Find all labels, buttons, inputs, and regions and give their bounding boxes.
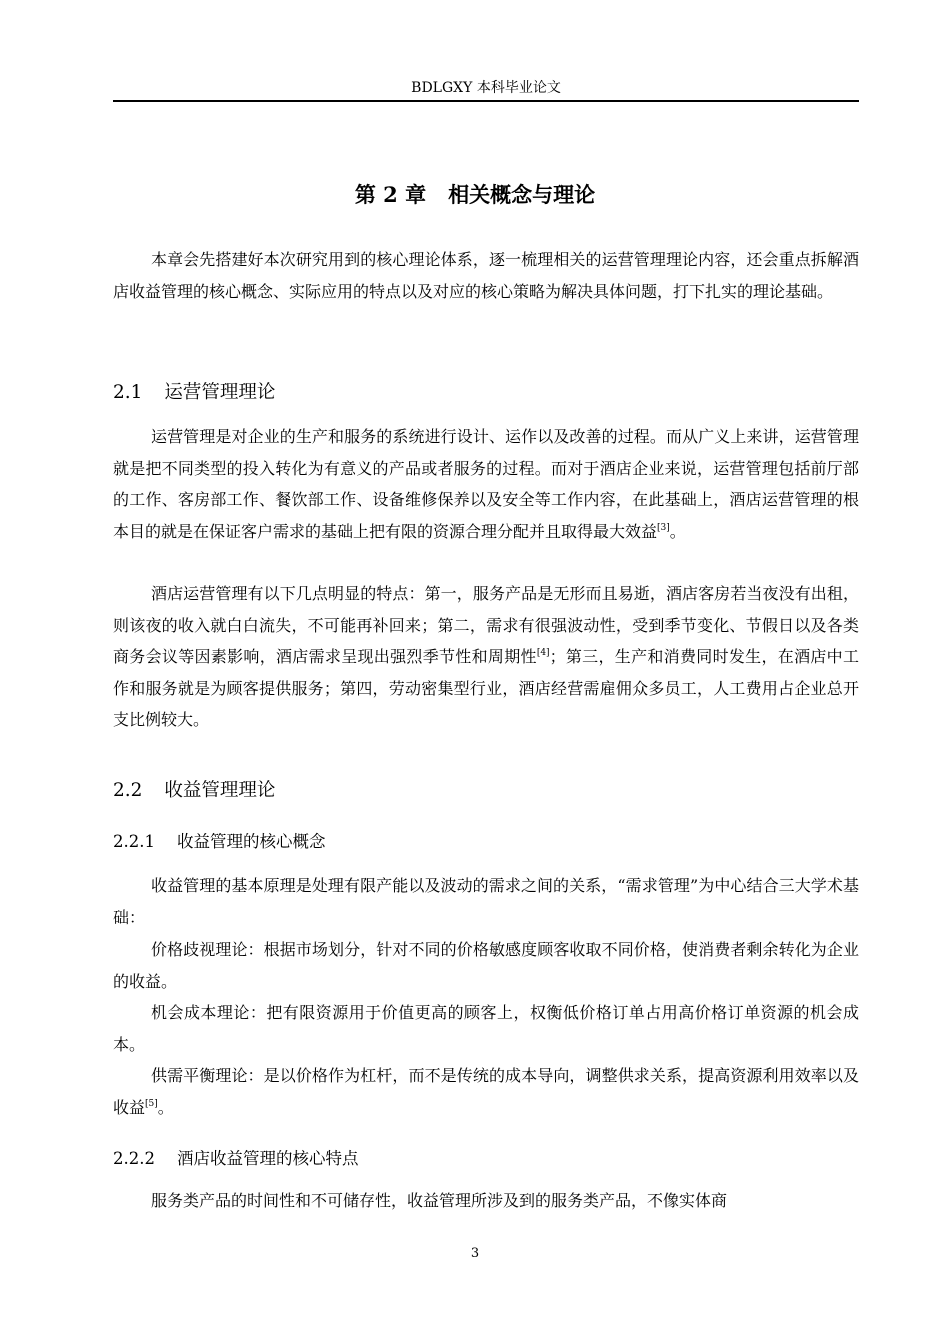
section-2-2-2-paragraph-1: 服务类产品的时间性和不可储存性，收益管理所涉及到的服务类产品，不像实体商	[151, 1191, 728, 1210]
chapter-number: 第 2 章	[354, 182, 427, 207]
subsection-number: 2.2.2	[113, 1149, 155, 1168]
header-divider	[113, 100, 859, 102]
chapter-title-text: 相关概念与理论	[448, 183, 596, 207]
section-number: 2.1	[113, 382, 143, 403]
chapter-title	[0, 180, 950, 210]
page-number: 3	[470, 1246, 480, 1261]
paragraph-end: 。	[669, 521, 686, 541]
paragraph-text-cont: ；第三，生产和消费同时发生，在酒店中工作和服务就是为顾客提供服务；第四，劳动密集型行业，酒店经营需雇佣众多员工，人工费用占企业总开支比例较大。	[113, 647, 859, 730]
section-2-2-1-heading	[113, 829, 325, 855]
paragraph-text: 供需平衡理论：是以价格作为杠杆，而不是传统的成本导向，调整供求关系，提高资源利用效率以及收益	[113, 1066, 859, 1117]
section-number: 2.2	[113, 780, 143, 801]
section-2-2-1-paragraph-1: 收益管理的基本原理是处理有限产能以及波动的需求之间的关系，“需求管理”为中心结合三大学术基础：	[113, 876, 859, 927]
paragraph-text: 酒店运营管理有以下几点明显的特点：第一，服务产品是无形而且易逝，酒店客房若当夜没有出租，则该夜的收入就白白流失，不可能再补回来；第二，需求有很强波动性，受到季节变化、节假日以及各类商务会议等因素影响，酒店需求呈现出强烈季节性和周期性	[113, 584, 859, 667]
subsection-title: 酒店收益管理的核心特点	[176, 1149, 359, 1168]
section-2-1-heading	[113, 379, 275, 407]
section-title: 收益管理理论	[164, 780, 276, 801]
subsection-title: 收益管理的核心概念	[176, 832, 326, 851]
running-header: BDLGXY 本科毕业论文	[411, 80, 561, 96]
paragraph-end: 。	[157, 1097, 174, 1117]
section-2-2-heading	[113, 777, 275, 805]
citation: [5]	[145, 1098, 158, 1109]
section-2-1-paragraph-2	[113, 578, 859, 736]
paragraph-text: 运营管理是对企业的生产和服务的系统进行设计、运作以及改善的过程。而从广义上来讲，运营管理就是把不同类型的投入转化为有意义的产品或者服务的过程。而对于酒店企业来说，运营管理包括前厅部的工作、客房部工作、餐饮部工作、设备维修保养以及安全等工作内容，在此基础上，酒店运营管理的根本目的就是在保证客户需求的基础上把有限的资源合理分配并且取得最大效益	[113, 427, 859, 541]
section-2-1-paragraph-1	[113, 421, 859, 547]
section-2-2-1-paragraph-4	[113, 1060, 859, 1123]
citation: [4]	[536, 648, 550, 659]
citation: [3]	[657, 522, 670, 533]
section-title: 运营管理理论	[164, 382, 276, 403]
section-2-2-2-heading	[113, 1146, 358, 1172]
section-2-2-1-paragraph-2: 价格歧视理论：根据市场划分，针对不同的价格敏感度顾客收取不同价格，使消费者剩余转化为企业的收益。	[113, 940, 859, 991]
section-2-2-1-paragraph-3: 机会成本理论：把有限资源用于价值更高的顾客上，权衡低价格订单占用高价格订单资源的机会成本。	[113, 1003, 859, 1054]
subsection-number: 2.2.1	[113, 832, 155, 851]
intro-paragraph: 本章会先搭建好本次研究用到的核心理论体系，逐一梳理相关的运营管理理论内容，还会重点拆解酒店收益管理的核心概念、实际应用的特点以及对应的核心策略为解决具体问题，打下扎实的理论基础。	[113, 250, 859, 301]
